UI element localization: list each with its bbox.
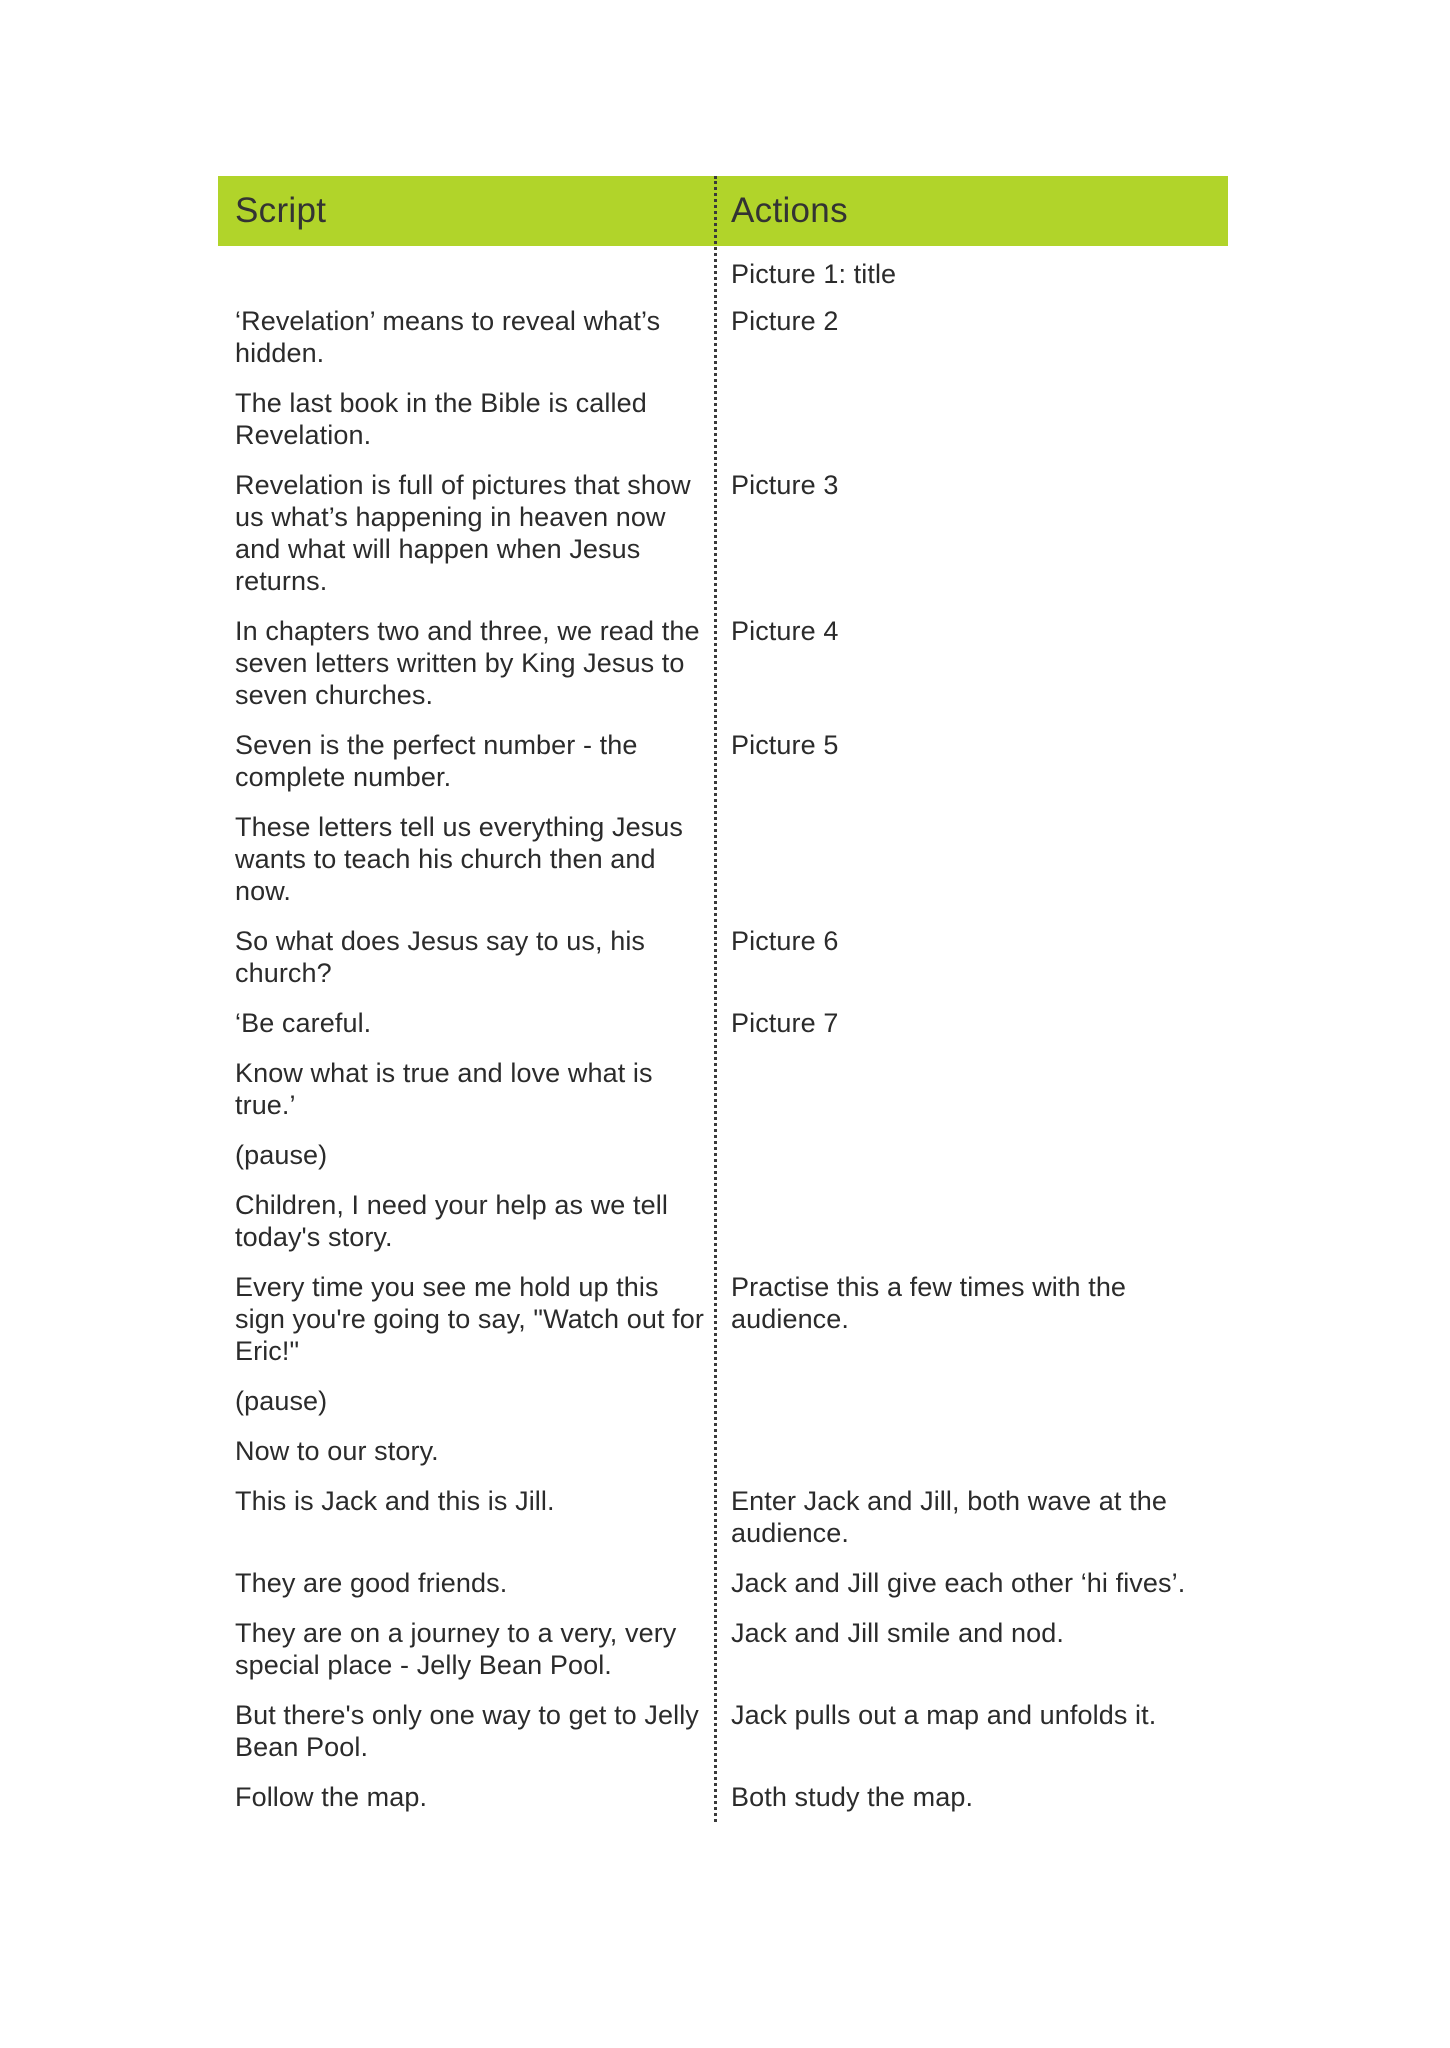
script-cell: These letters tell us everything Jesus wants to teach his church then and now. xyxy=(235,812,684,906)
actions-cell: Jack and Jill give each other ‘hi fives’. xyxy=(731,1568,1186,1598)
table-row xyxy=(218,1772,1228,1822)
script-cell: Follow the map. xyxy=(235,1782,428,1812)
table-row xyxy=(218,296,1228,378)
script-cell: Revelation is full of pictures that show us what’s happening in heaven now and what will happen when Jesus returns. xyxy=(235,470,691,596)
actions-cell: Picture 2 xyxy=(731,306,839,336)
script-cell: (pause) xyxy=(235,1140,328,1170)
actions-cell xyxy=(715,1048,1228,1130)
script-cell: Know what is true and love what is true.’ xyxy=(235,1058,653,1120)
script-cell: But there's only one way to get to Jelly Bean Pool. xyxy=(235,1700,699,1762)
script-cell: In chapters two and three, we read the seven letters written by King Jesus to seven churches. xyxy=(235,616,700,710)
table-row xyxy=(218,378,1228,460)
table-body xyxy=(218,246,1228,1822)
script-table xyxy=(218,176,1228,1822)
actions-cell: Jack and Jill smile and nod. xyxy=(731,1618,1064,1648)
actions-cell: Practise this a few times with the audience. xyxy=(731,1272,1127,1334)
script-cell: They are good friends. xyxy=(235,1568,508,1598)
table-row xyxy=(218,1376,1228,1426)
table-row xyxy=(218,1558,1228,1608)
actions-cell: Picture 3 xyxy=(731,470,839,500)
script-cell: The last book in the Bible is called Revelation. xyxy=(235,388,647,450)
script-cell xyxy=(218,246,715,296)
table-row xyxy=(218,1048,1228,1130)
actions-cell xyxy=(715,1426,1228,1476)
table-header xyxy=(218,176,1228,246)
script-cell: ‘Revelation’ means to reveal what’s hidden. xyxy=(235,306,661,368)
script-cell: Now to our story. xyxy=(235,1436,439,1466)
script-cell: ‘Be careful. xyxy=(235,1008,372,1038)
actions-cell: Picture 5 xyxy=(731,730,839,760)
actions-cell: Picture 4 xyxy=(731,616,839,646)
table-row xyxy=(218,916,1228,998)
script-cell: (pause) xyxy=(235,1386,328,1416)
table-row xyxy=(218,998,1228,1048)
actions-cell xyxy=(715,1130,1228,1180)
table-row xyxy=(218,1426,1228,1476)
table-row xyxy=(218,1608,1228,1690)
actions-cell: Picture 6 xyxy=(731,926,839,956)
table-row xyxy=(218,1690,1228,1772)
actions-cell: Enter Jack and Jill, both wave at the audience. xyxy=(731,1486,1167,1548)
script-cell: This is Jack and this is Jill. xyxy=(235,1486,555,1516)
script-cell: Every time you see me hold up this sign you're going to say, "Watch out for Eric!" xyxy=(235,1272,704,1366)
actions-cell: Jack pulls out a map and unfolds it. xyxy=(731,1700,1157,1730)
table-row xyxy=(218,1476,1228,1558)
actions-cell xyxy=(715,802,1228,916)
table-row xyxy=(218,802,1228,916)
script-cell: Children, I need your help as we tell today's story. xyxy=(235,1190,668,1252)
actions-cell: Picture 1: title xyxy=(731,259,897,289)
script-cell: So what does Jesus say to us, his church? xyxy=(235,926,646,988)
table-row xyxy=(218,1130,1228,1180)
actions-cell xyxy=(715,378,1228,460)
table-row xyxy=(218,606,1228,720)
table-row xyxy=(218,1180,1228,1262)
table-row xyxy=(218,1262,1228,1376)
actions-cell xyxy=(715,1180,1228,1262)
table-row xyxy=(218,246,1228,296)
table-row xyxy=(218,720,1228,802)
actions-cell xyxy=(715,1376,1228,1426)
script-cell: They are on a journey to a very, very special place - Jelly Bean Pool. xyxy=(235,1618,677,1680)
header-actions: Actions xyxy=(731,191,848,230)
actions-cell: Both study the map. xyxy=(731,1782,974,1812)
header-script: Script xyxy=(235,191,327,230)
script-cell: Seven is the perfect number - the complete number. xyxy=(235,730,638,792)
table-row xyxy=(218,460,1228,606)
actions-cell: Picture 7 xyxy=(731,1008,839,1038)
